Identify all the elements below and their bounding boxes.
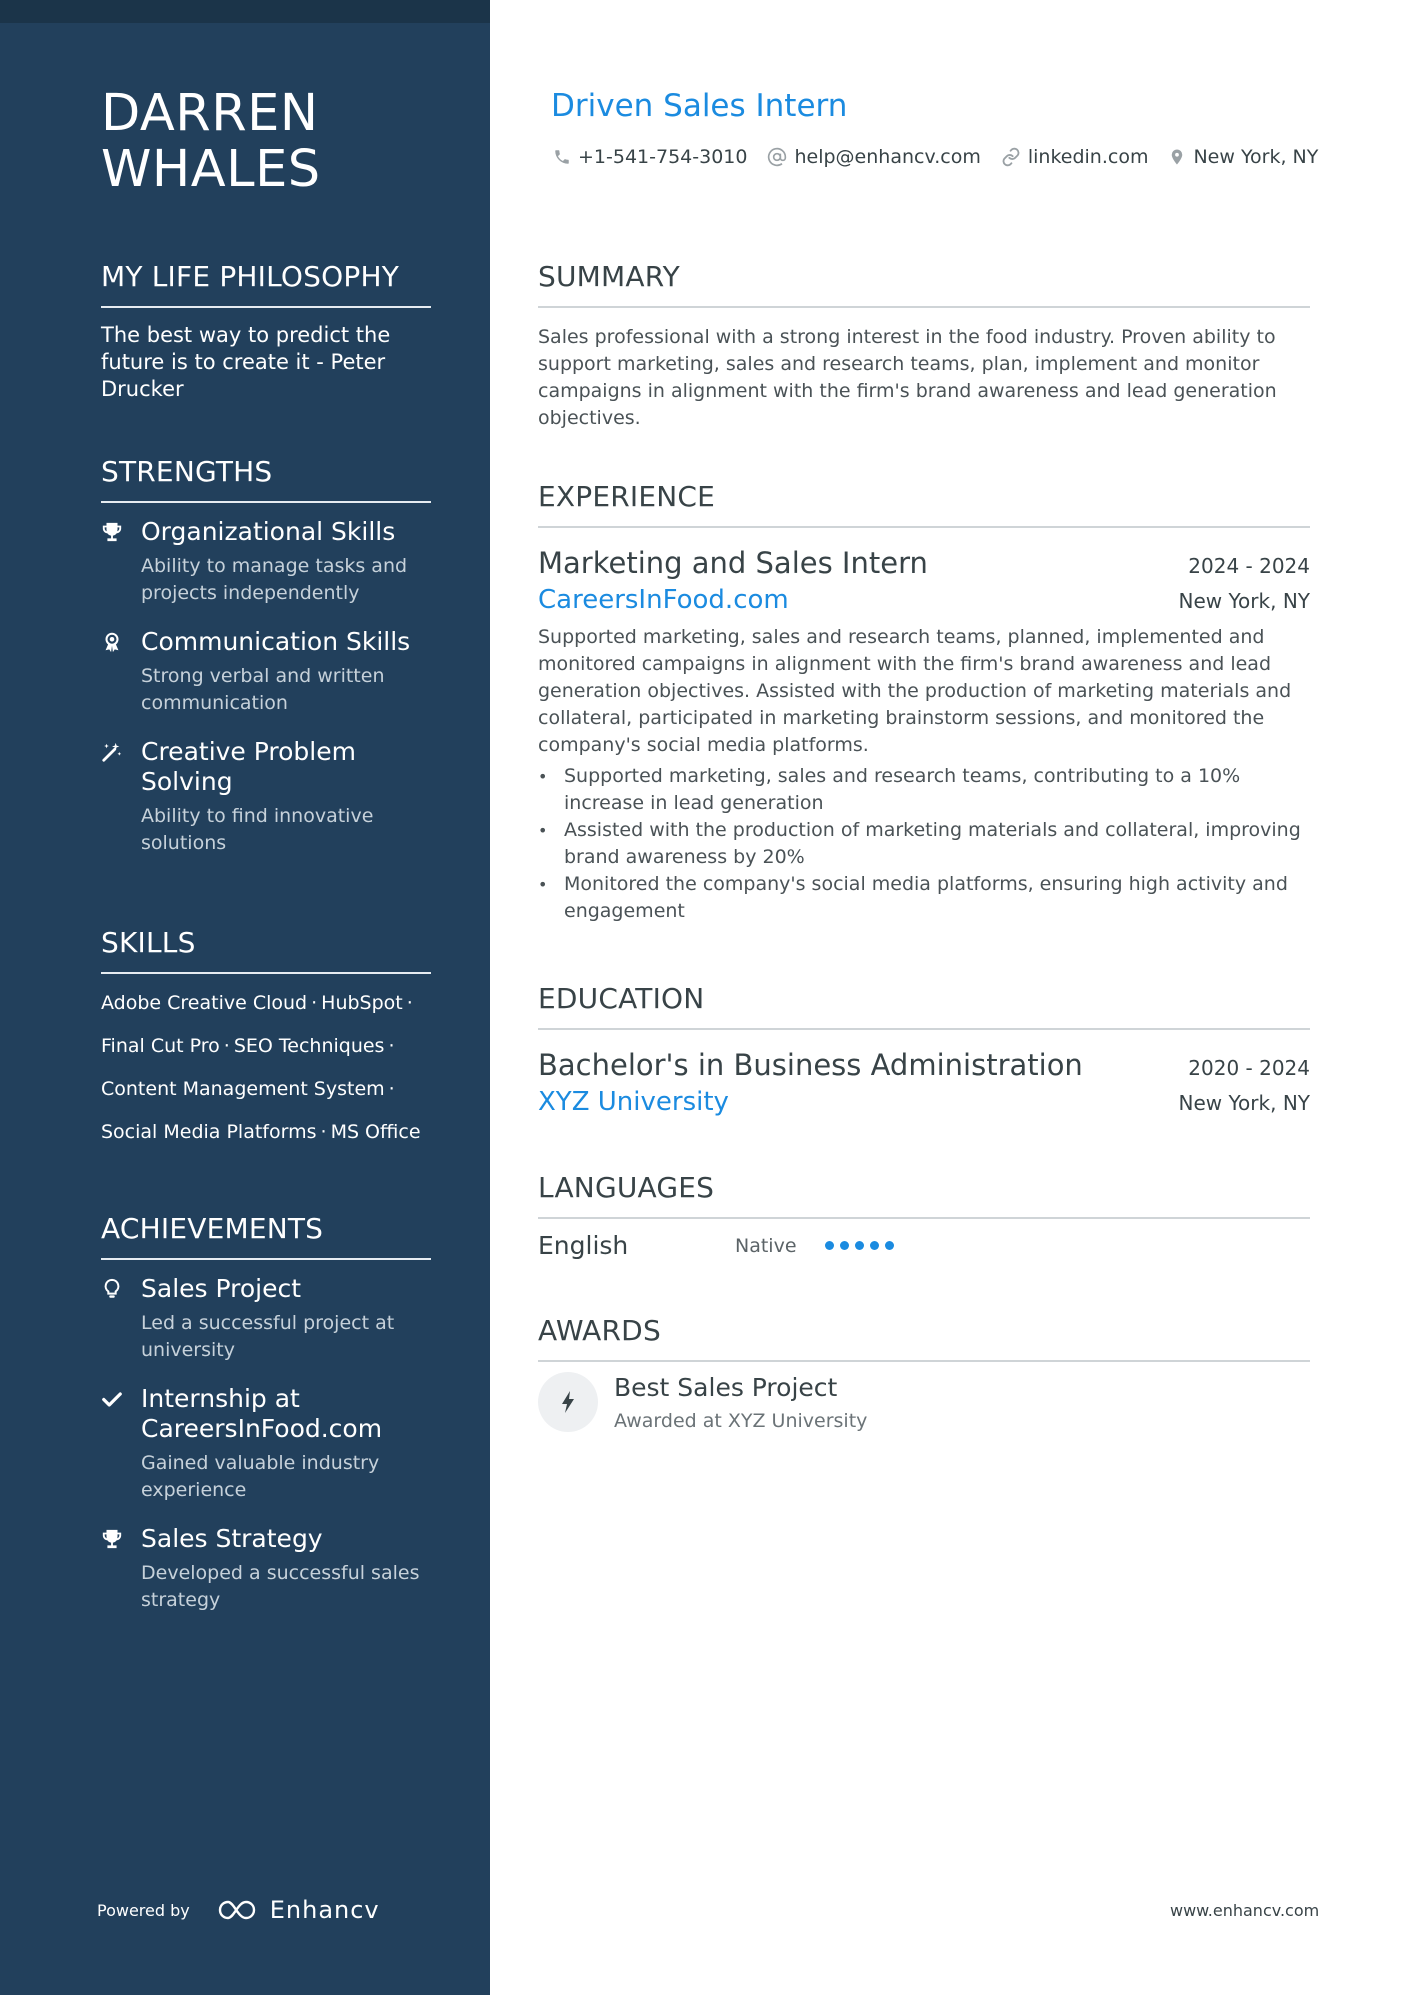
achievement-desc: Led a successful project at university: [141, 1312, 395, 1361]
skill-item: MS Office: [330, 1121, 421, 1143]
powered-by: [97, 1896, 380, 1924]
proficiency-dot: [840, 1241, 849, 1250]
experience-location: New York, NY: [1178, 589, 1310, 613]
separator: ·: [311, 992, 318, 1014]
proficiency-dot: [855, 1241, 864, 1250]
experience-title: Marketing and Sales Intern: [538, 546, 928, 580]
powered-by-label: Powered by: [97, 1900, 190, 1920]
education-degree: Bachelor's in Business Administration: [538, 1048, 1083, 1082]
award-item: [538, 1372, 1310, 1435]
languages-section: [538, 1169, 1310, 1260]
skills-line: [101, 1033, 431, 1060]
education-dates: 2020 - 2024: [1188, 1056, 1310, 1080]
separator: ·: [320, 1121, 327, 1143]
separator: ·: [388, 1078, 395, 1100]
email-text: help@enhancv.com: [794, 146, 981, 168]
checkmark-icon: [101, 1388, 125, 1412]
strengths-heading: STRENGTHS: [101, 453, 431, 503]
skill-item: Social Media Platforms: [101, 1121, 317, 1143]
proficiency-dot: [885, 1241, 894, 1250]
language-item: [538, 1231, 1310, 1260]
proficiency-dot: [870, 1241, 879, 1250]
experience-bullets: [538, 763, 1310, 925]
language-name: English: [538, 1231, 629, 1260]
separator: ·: [406, 992, 413, 1014]
strength-title: Organizational Skills: [141, 517, 396, 546]
map-pin-icon: [1168, 147, 1186, 167]
strength-desc: Ability to manage tasks and projects independently: [141, 555, 408, 604]
footer-url[interactable]: www.enhancv.com: [1170, 1901, 1320, 1920]
candidate-name: [101, 86, 321, 198]
education-location: New York, NY: [1178, 1091, 1310, 1115]
skills-line: [101, 1076, 431, 1103]
contact-bar: [553, 146, 1338, 168]
at-sign-icon: [767, 147, 787, 167]
enhancv-logo-icon: [216, 1898, 262, 1922]
sidebar: [0, 0, 490, 1995]
philosophy-section: [101, 258, 431, 403]
name-last: WHALES: [101, 140, 321, 199]
summary-section: [538, 258, 1310, 432]
strength-desc: Ability to find innovative solutions: [141, 805, 374, 854]
skills-line: [101, 990, 431, 1017]
achievement-title: Sales Project: [141, 1274, 302, 1303]
job-title: Driven Sales Intern: [551, 88, 848, 124]
education-heading: EDUCATION: [538, 980, 1310, 1030]
education-school[interactable]: XYZ University: [538, 1087, 729, 1117]
bullet-item: • Supported marketing, sales and research teams, contributing to a 10% increase in lead generation: [538, 763, 1310, 817]
achievements-heading: ACHIEVEMENTS: [101, 1210, 431, 1260]
achievement-desc: Gained valuable industry experience: [141, 1452, 380, 1501]
languages-heading: LANGUAGES: [538, 1169, 1310, 1219]
experience-entry: [538, 544, 1310, 925]
awards-section: [538, 1312, 1310, 1435]
separator: ·: [223, 1035, 230, 1057]
skills-section: [101, 924, 431, 1162]
language-level: Native: [735, 1234, 797, 1257]
bullet-item: • Assisted with the production of marketing materials and collateral, improving brand awareness by 20%: [538, 817, 1310, 871]
strength-desc: Strong verbal and written communication: [141, 665, 385, 714]
achievements-section: [101, 1210, 431, 1634]
lightbulb-icon: [101, 1278, 125, 1302]
experience-company[interactable]: CareersInFood.com: [538, 585, 789, 615]
strength-item: [101, 627, 431, 717]
skills-heading: SKILLS: [101, 924, 431, 974]
skill-item: Adobe Creative Cloud: [101, 992, 308, 1014]
sidebar-top-bar: [0, 0, 490, 23]
proficiency-dot: [825, 1241, 834, 1250]
language-proficiency-dots: [825, 1241, 900, 1250]
awards-heading: AWARDS: [538, 1312, 1310, 1362]
strength-item: [101, 517, 431, 607]
magic-wand-icon: [101, 741, 125, 765]
link-icon: [1001, 147, 1021, 167]
name-first: DARREN: [101, 84, 319, 143]
contact-email[interactable]: [767, 146, 980, 168]
skill-item: Content Management System: [101, 1078, 385, 1100]
achievement-item: [101, 1524, 431, 1614]
achievement-item: [101, 1384, 431, 1504]
achievement-title: Internship at CareersInFood.com: [141, 1384, 383, 1443]
experience-section: [538, 478, 1310, 925]
skill-item: Final Cut Pro: [101, 1035, 220, 1057]
phone-text: +1-541-754-3010: [578, 146, 748, 168]
skill-item: SEO Techniques: [233, 1035, 385, 1057]
bullet-item: • Monitored the company's social media platforms, ensuring high activity and engagement: [538, 871, 1310, 925]
award-desc: Awarded at XYZ University: [614, 1410, 868, 1432]
strength-title: Creative Problem Solving: [141, 737, 356, 796]
education-entry: [538, 1046, 1310, 1120]
education-section: [538, 980, 1310, 1120]
award-ribbon-icon: [101, 631, 125, 655]
philosophy-heading: MY LIFE PHILOSOPHY: [101, 258, 431, 308]
strengths-section: [101, 453, 431, 877]
skills-line: [101, 1119, 431, 1146]
contact-link[interactable]: [1001, 146, 1149, 168]
enhancv-logo[interactable]: [216, 1896, 380, 1924]
trophy-icon: [101, 521, 125, 545]
link-text: linkedin.com: [1027, 146, 1149, 168]
enhancv-logo-text: Enhancv: [269, 1896, 380, 1924]
contact-location: [1168, 146, 1318, 168]
location-text: New York, NY: [1193, 146, 1319, 168]
contact-phone[interactable]: [553, 146, 747, 168]
award-title: Best Sales Project: [614, 1373, 838, 1402]
achievement-title: Sales Strategy: [141, 1524, 323, 1553]
separator: ·: [388, 1035, 395, 1057]
strength-title: Communication Skills: [141, 627, 411, 656]
summary-heading: SUMMARY: [538, 258, 1310, 308]
experience-heading: EXPERIENCE: [538, 478, 1310, 528]
strength-item: [101, 737, 431, 857]
experience-description: Supported marketing, sales and research teams, planned, implemented and monitored campaigns in alignment with the firm's brand awareness and lead generation objectives. Assisted with the production of marketing materials and collateral, participated in marketing brainstorm sessions, and monitored the company's social media platforms.: [538, 626, 1292, 756]
experience-dates: 2024 - 2024: [1188, 554, 1310, 578]
phone-icon: [553, 148, 571, 166]
skill-item: HubSpot: [321, 992, 403, 1014]
summary-text: Sales professional with a strong interest in the food industry. Proven ability to support marketing, sales and research teams, plan, implement and monitor campaigns in alignment with the firm's brand awareness and lead generation objectives.: [538, 326, 1277, 429]
achievement-desc: Developed a successful sales strategy: [141, 1562, 420, 1611]
lightning-icon: [538, 1372, 598, 1432]
philosophy-text: The best way to predict the future is to create it - Peter Drucker: [101, 323, 391, 401]
trophy-icon: [101, 1528, 125, 1552]
achievement-item: [101, 1274, 431, 1364]
